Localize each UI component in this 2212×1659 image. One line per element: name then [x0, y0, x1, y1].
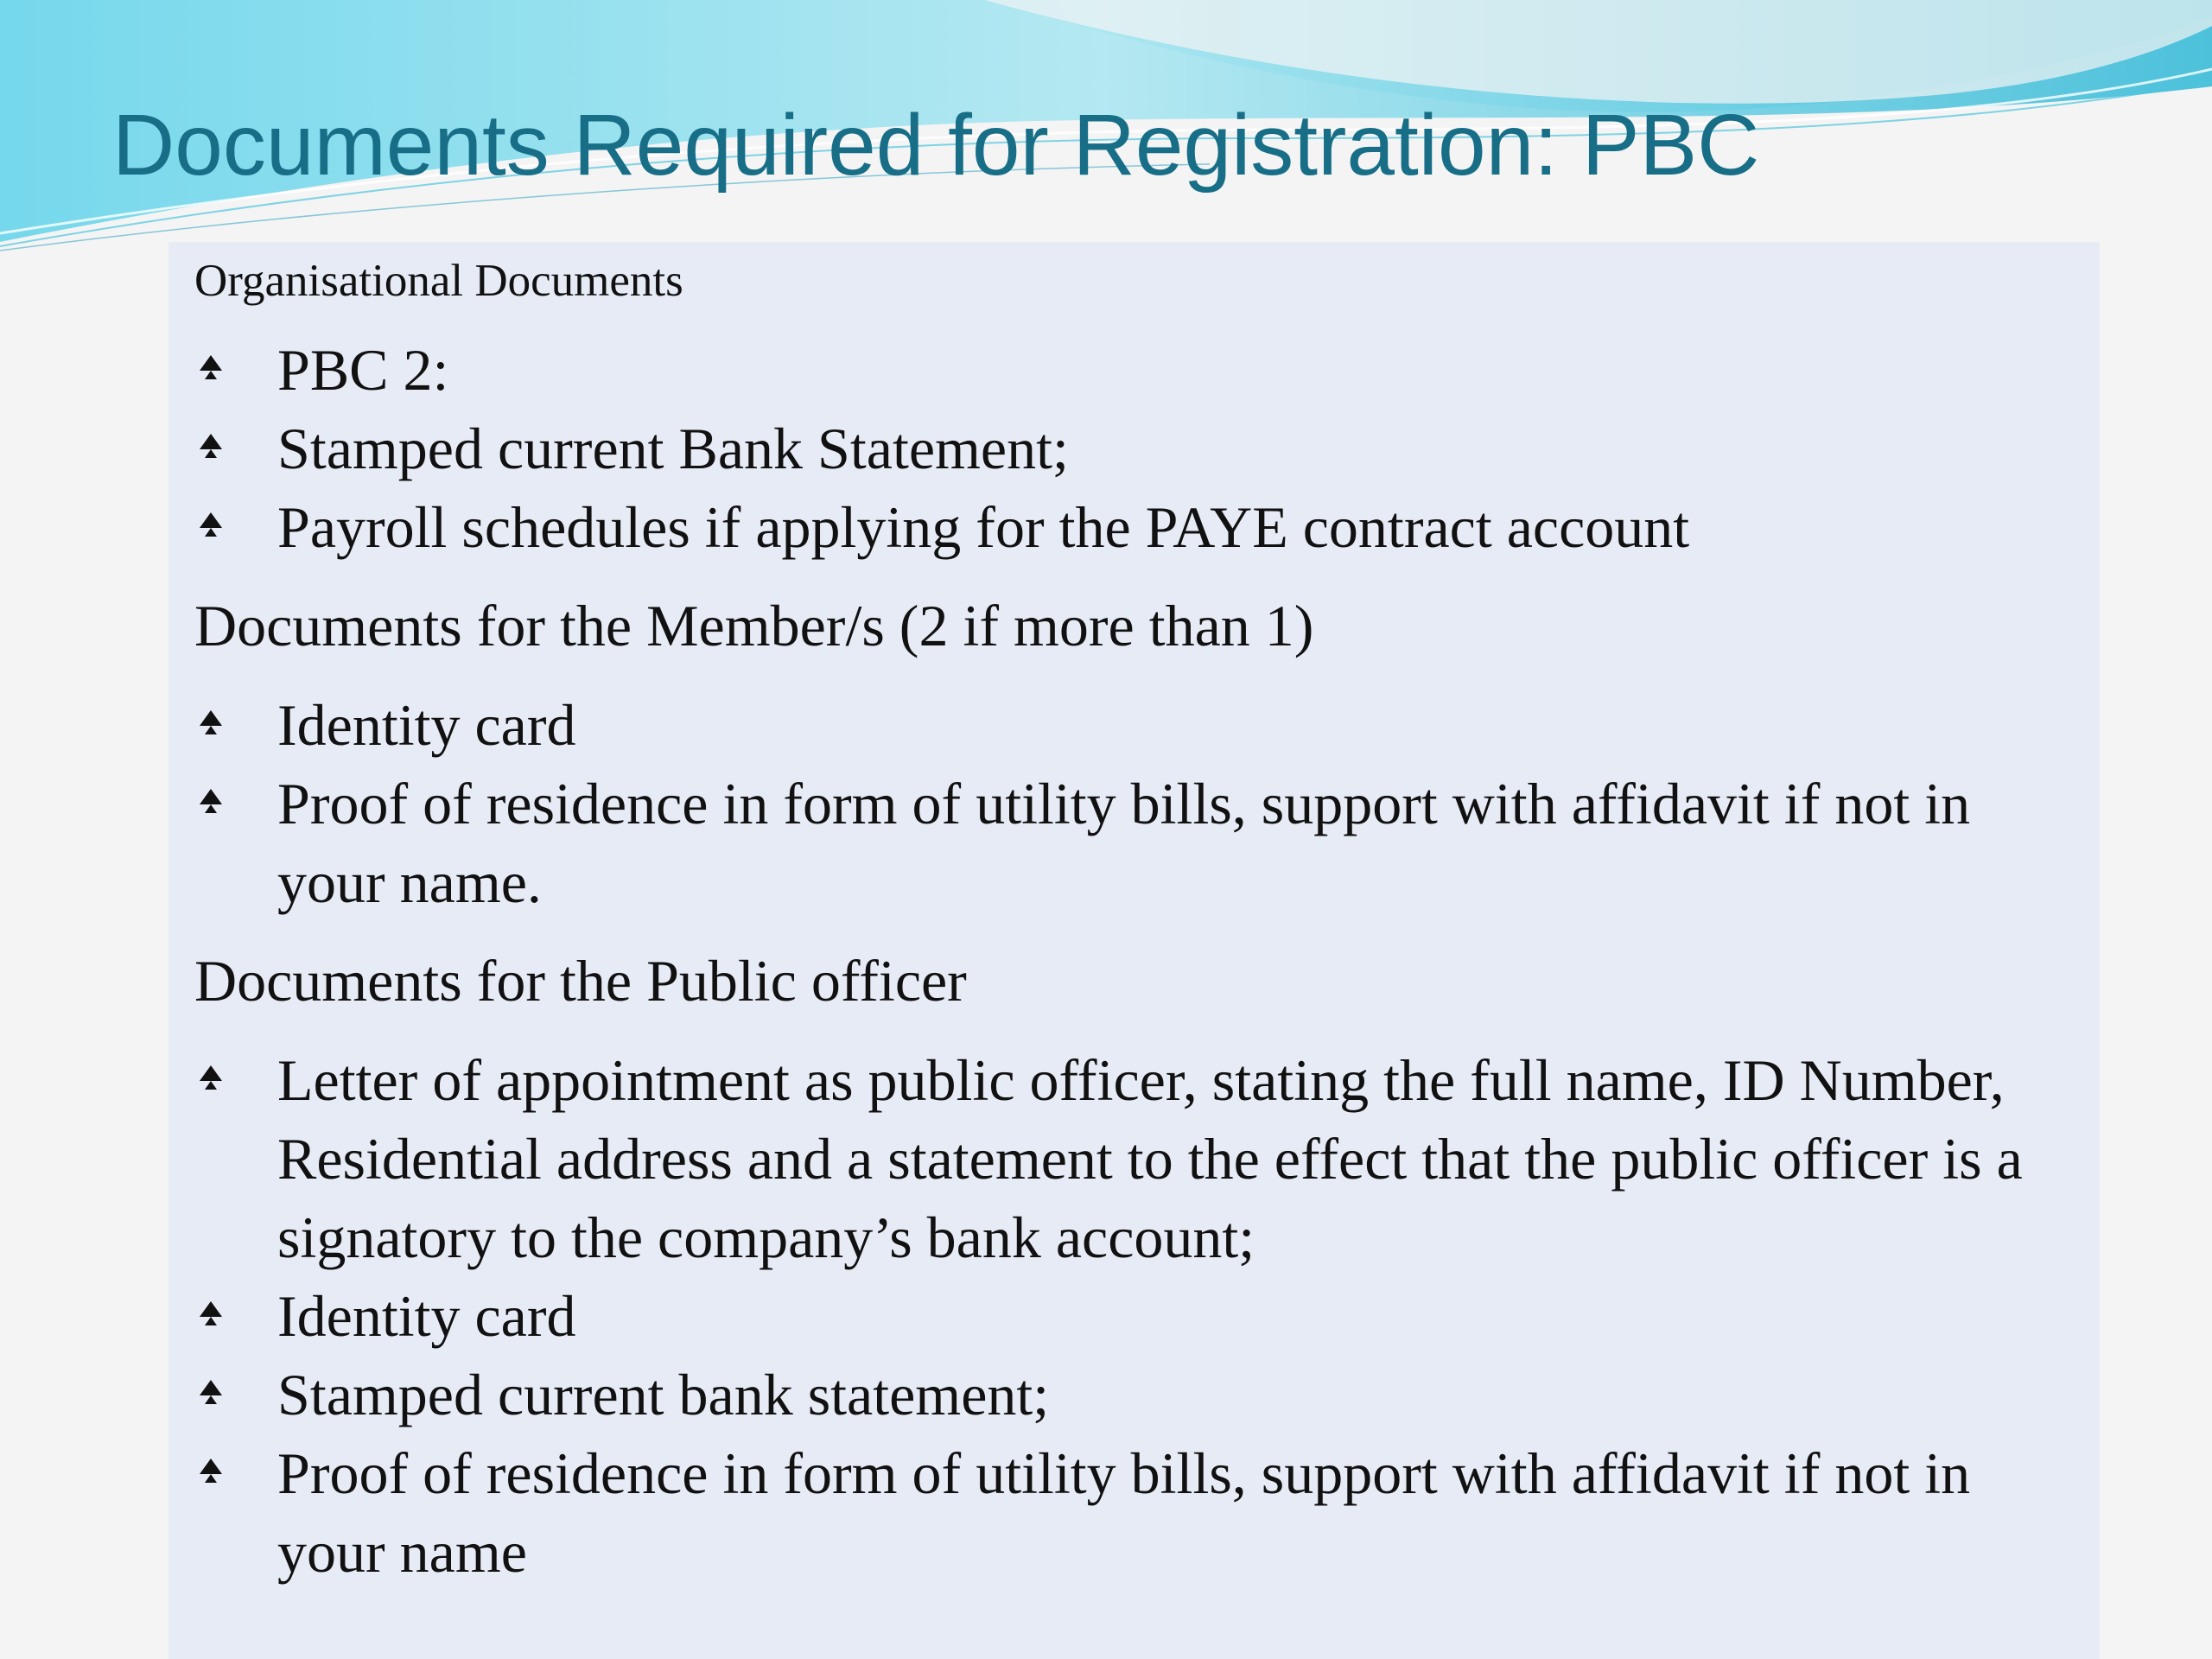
public-officer-list	[194, 1041, 2048, 1592]
list-item	[194, 686, 2048, 765]
list-item-text: PBC 2:	[277, 337, 449, 403]
diamond-bullet-icon	[198, 1378, 224, 1408]
list-item	[194, 1277, 2048, 1356]
section-heading-members: Documents for the Member/s (2 if more than 1)	[194, 593, 1314, 658]
list-item-text: Identity card	[277, 1283, 576, 1349]
diamond-bullet-icon	[198, 432, 224, 461]
list-item-text: Stamped current bank statement;	[277, 1362, 1050, 1427]
diamond-bullet-icon	[198, 787, 224, 817]
list-item	[194, 765, 2048, 922]
list-item-text: Letter of appointment as public officer, stating the full name, ID Number, Residential address and a statement to the effect that the public officer is a signatory to the company’s bank account;	[277, 1047, 2023, 1270]
content-box	[168, 242, 2100, 1659]
list-item	[194, 331, 2048, 410]
diamond-bullet-icon	[198, 709, 224, 738]
list-item-text: Proof of residence in form of utility bills, support with affidavit if not in your name	[277, 1440, 1971, 1585]
organisational-list	[194, 331, 2048, 567]
diamond-bullet-icon	[198, 1064, 224, 1093]
list-item-text: Proof of residence in form of utility bills, support with affidavit if not in your name.	[277, 771, 1971, 915]
list-item-text: Payroll schedules if applying for the PAYE contract account	[277, 494, 1690, 560]
section-heading-public-officer: Documents for the Public officer	[194, 948, 967, 1014]
list-item	[194, 410, 2048, 488]
list-item	[194, 1041, 2048, 1277]
diamond-bullet-icon	[198, 511, 224, 540]
list-item	[194, 1356, 2048, 1434]
diamond-bullet-icon	[198, 1300, 224, 1329]
list-item-text: Identity card	[277, 692, 576, 758]
list-item-text: Stamped current Bank Statement;	[277, 416, 1069, 481]
members-list	[194, 686, 2048, 922]
slide-title: Documents Required for Registration: PBC	[112, 97, 1760, 194]
list-item	[194, 488, 2048, 567]
section-heading-organisational: Organisational Documents	[194, 256, 683, 306]
diamond-bullet-icon	[198, 353, 224, 383]
list-item	[194, 1434, 2048, 1592]
diamond-bullet-icon	[198, 1457, 224, 1486]
